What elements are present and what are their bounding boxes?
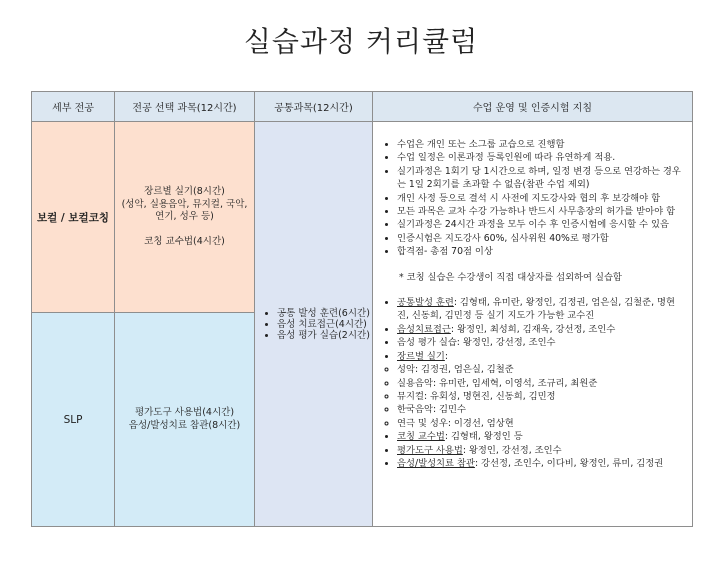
list-item: • 합격점- 총점 70점 이상 [397,245,686,258]
instructor-item [397,430,686,443]
course-line: 음성/발성치료 참관(8시간) [128,419,241,431]
list-item: • 음성 치료접근(4시간) [277,319,372,330]
instructor-course-label: 장르별 실기 [397,350,445,362]
instructor-item [397,390,686,403]
instructor-item [397,296,686,323]
instructor-names: : [444,350,448,362]
curriculum-table [31,91,693,527]
course-line: 코칭 교수법(4시간) [144,235,225,247]
list-item: • 공통 발성 훈련(6시간) [277,308,372,319]
coaching-note: * 코칭 실습은 수강생이 직접 대상자를 섭외하여 실습함 [399,271,622,283]
instructor-course-label: 실용음악 [397,377,433,389]
rules-list [379,138,686,259]
list-item: • 음성 평가 실습(2시간) [277,330,372,341]
instructor-item [397,417,686,430]
instructor-item [397,350,686,363]
instructor-course-label: 한국음악 [397,404,433,416]
list-item: • 개인 사정 등으로 결석 시 사전에 지도강사와 협의 후 보강해야 함 [397,192,686,205]
list-item: • 인증시험은 지도강사 60%, 심사위원 40%로 평가함 [397,232,686,245]
instructor-names: : 왕정인, 강선정, 조인수 [456,337,556,349]
table-row-vocal [32,122,693,313]
instructor-names: : 김정권, 엄은실, 김철준 [414,364,514,376]
guidelines-cell [373,122,693,527]
list-item: • 수업은 개인 또는 소그룹 교습으로 진행함 [397,138,686,151]
instructor-names: : 왕정인, 강선정, 조인수 [462,444,562,456]
instructor-names: : 김형태, 유미란, 왕정인, 김정권, 엄은실, 김철준, 명현진, 신동희, 김민정 등 실기 지도가 가능한 교수진 [397,297,676,322]
instructor-course-label: 성악 [397,364,415,376]
list-item: • 실기과정은 24시간 과정을 모두 이수 후 인증시험에 응시할 수 있음 [397,218,686,231]
instructor-course-label: 뮤지컬 [397,390,424,402]
course-line: 연기, 성우 등) [155,211,214,222]
instructor-item [397,323,686,336]
page-title: 실습과정 커리큘럼 [243,25,479,58]
course-line: (성악, 실용음악, 뮤지컬, 국악, [121,198,248,210]
instructor-names: : 왕정인, 최성희, 김재욱, 강선정, 조인수 [450,323,616,335]
common-course-list [255,308,372,341]
instructor-item [397,377,686,390]
instructor-names: : 강선정, 조인수, 이다비, 왕정인, 류미, 김정권 [474,457,664,469]
instructor-course-label: 공통발성 훈련 [397,297,454,309]
header-elective: 전공 선택 과목(12시간) [115,92,255,122]
instructor-names: : 유회성, 명현진, 신동희, 김민정 [423,390,556,402]
instructor-item [397,336,686,349]
instructor-item [397,457,686,470]
header-guidelines: 수업 운영 및 인증시험 지침 [373,92,693,122]
instructor-course-label: 코칭 교수법 [397,431,445,443]
instructor-names: : 김형태, 왕정인 등 [444,431,523,443]
instructor-course-label: 음성 평가 실습 [397,337,457,349]
instructor-course-label: 평가도구 사용법 [397,444,463,456]
category-vocal: 보컬 / 보컬코칭 [32,122,115,313]
course-line: 평가도구 사용법(4시간) [134,407,235,418]
category-slp: SLP [32,313,115,527]
instructor-names: : 이경선, 엄상현 [447,417,514,429]
common-courses-cell [255,122,373,527]
table-header-row [32,92,693,122]
instructor-item [397,444,686,457]
instructor-names: : 김민수 [432,404,466,416]
header-common: 공통과목(12시간) [255,92,373,122]
instructor-course-label: 음성/발성치료 참관 [397,457,475,469]
instructor-list [379,296,686,470]
header-major: 세부 전공 [32,92,115,122]
instructor-item [397,363,686,376]
elective-slp [115,313,255,527]
list-item: • 모든 과목은 교차 수강 가능하나 반드시 사무총장의 허가를 받아야 함 [397,205,686,218]
course-line: 장르별 실기(8시간) [144,186,225,197]
instructor-names: : 유미란, 임세혁, 이영석, 조규리, 최원준 [432,377,598,389]
list-item: • 수업 일정은 이론과정 등록인원에 따라 유연하게 적용. [397,151,686,164]
instructor-course-label: 연극 및 성우 [397,417,448,429]
list-item: • 실기과정은 1회기 당 1시간으로 하며, 일정 변경 등으로 연강하는 경우는 1일 2회기를 초과할 수 없음(참관 수업 제외) [397,165,686,192]
elective-vocal [115,122,255,313]
instructor-item [397,403,686,416]
instructor-course-label: 음성치료접근 [397,323,451,335]
